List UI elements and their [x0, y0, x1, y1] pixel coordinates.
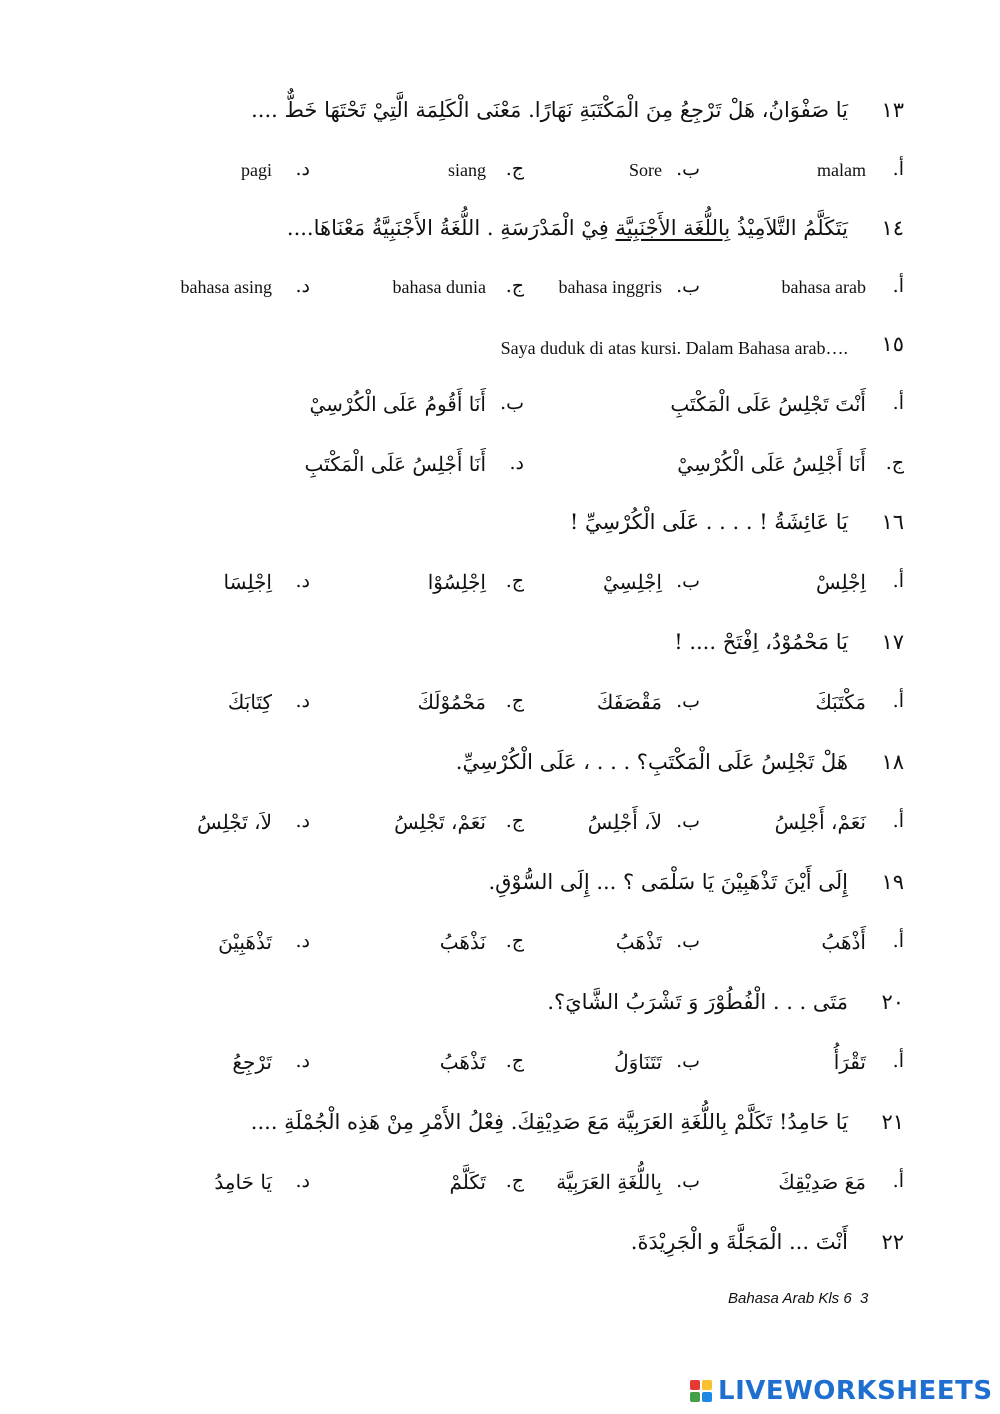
- question-number: ١٦: [881, 510, 904, 534]
- question-text: يَا صَفْوَانُ، هَلْ تَرْجِعُ مِنَ الْمَكْتَبَةِ نَهَارًا. مَعْنَى الْكَلِمَة الَّتِيْ تَحْتَهَا خَطٌّ ....: [251, 98, 848, 122]
- question-text: هَلْ تَجْلِسُ عَلَى الْمَكْتَبِ؟ . . . ، عَلَى الْكُرْسِيِّ.: [455, 750, 848, 774]
- question-20: [60, 990, 904, 1030]
- logo-icon: [690, 1380, 712, 1402]
- question-text: أَنْتَ ... الْمَجَلَّةَ و الْجَرِيْدَةَ.: [630, 1230, 848, 1254]
- question-number: ١٩: [881, 870, 904, 894]
- question-text: مَتَى . . . الْفُطُوْرَ وَ تَشْرَبُ الشَّايَ؟.: [547, 990, 848, 1014]
- question-number: ٢١: [881, 1110, 904, 1134]
- question-text: يَا مَحْمُوْدُ، اِفْتَحْ .... !: [674, 630, 848, 654]
- question-text: يَتَكَلَّمُ التَّلاَمِيْذُ بِاللُّغَة الأَجْنَبِيَّة فِيْ الْمَدْرَسَةِ . اللُّغَةُ الأَجْنَبِيَّةُ مَعْنَاهَا....: [286, 216, 848, 240]
- question-number: ٢٢: [881, 1230, 904, 1254]
- question-13: [60, 98, 904, 138]
- page-number: 3: [860, 1290, 869, 1307]
- question-number: ١٨: [881, 750, 904, 774]
- question-text: Saya duduk di atas kursi. Dalam Bahasa arab….: [500, 338, 848, 358]
- question-18: [60, 750, 904, 790]
- question-22: [60, 1230, 904, 1270]
- question-19: [60, 870, 904, 910]
- question-16: [60, 510, 904, 550]
- liveworksheets-logo: [690, 1376, 993, 1406]
- question-15: [60, 332, 904, 372]
- page-footer: [728, 1290, 868, 1307]
- brand-name: LIVEWORKSHEETS: [718, 1376, 993, 1406]
- question-number: ٢٠: [881, 990, 904, 1014]
- question-text: يَا حَامِدُ! تَكَلَّمْ بِاللُّغَةِ العَرَبِيَّة مَعَ صَدِيْقِكَ. فِعْلُ الأَمْرِ مِنْ هَذِه الْجُمْلَةِ ....: [250, 1110, 848, 1134]
- question-text: إِلَى أَيْنَ تَذْهَبِيْنَ يَا سَلْمَى ؟ ... إِلَى السُّوْقِ.: [488, 870, 848, 894]
- footer-title: Bahasa Arab Kls 6: [728, 1290, 852, 1307]
- question-text: يَا عَائِشَةُ ! . . . . عَلَى الْكُرْسِيِّ !: [569, 510, 848, 534]
- question-17: [60, 630, 904, 670]
- underlined-phrase: بِاللُّغَة الأَجْنَبِيَّة: [615, 216, 731, 240]
- question-number: ١٥: [881, 332, 904, 356]
- question-number: ١٧: [881, 630, 904, 654]
- question-number: ١٤: [881, 216, 904, 240]
- question-21: [60, 1110, 904, 1150]
- question-14: [60, 216, 904, 256]
- question-number: ١٣: [881, 98, 904, 122]
